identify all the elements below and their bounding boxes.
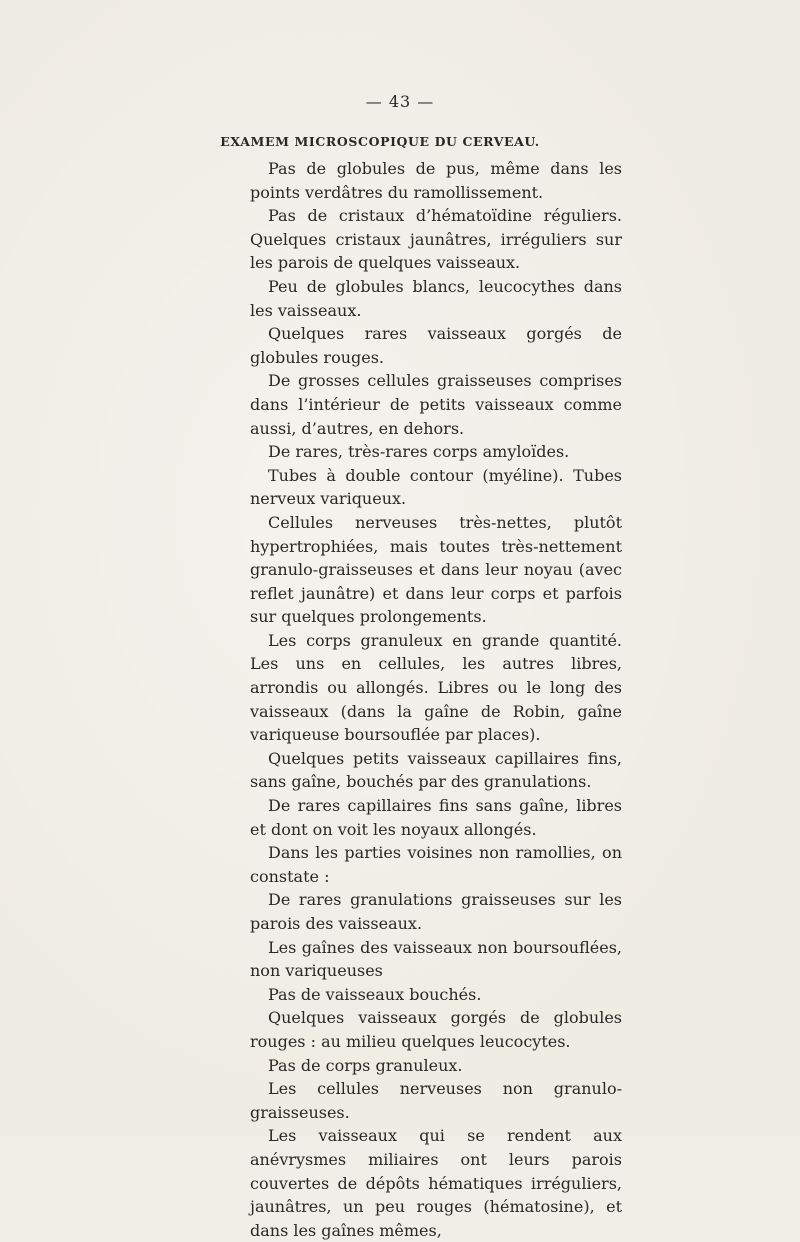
paragraph: Peu de globules blancs, leucocythes dans les vaisseaux. [250,276,622,320]
paragraph: Pas de cristaux d’hématoïdine réguliers. Quelques cristaux jaunâtres, irréguliers sur les parois de quelques vaisseaux. [250,206,622,273]
paragraph: Quelques petits vaisseaux capillaires fins, sans gaîne, bouchés par des granulations. [250,748,622,792]
paragraph: Les corps granuleux en grande quantité. Les uns en cellules, les autres libres, arrondis ou allongés. Libres ou le long des vaisseaux (dans la gaîne de Robin, gaîne variqueuse boursouflée par places). [250,630,622,745]
paragraph: De rares, très-rares corps amyloïdes. [268,442,570,462]
paragraph: De grosses cellules graisseuses comprises dans l’intérieur de petits vaisseaux comme aussi, d’autres, en dehors. [250,371,622,438]
paragraph: Tubes à double contour (myéline). Tubes nerveux variqueux. [250,465,622,509]
paragraph: Les gaînes des vaisseaux non boursouflées, non variqueuses [250,937,622,981]
paragraph: Quelques vaisseaux gorgés de globules rouges : au milieu quelques leucocytes. [250,1008,622,1051]
paragraph: Pas de corps granuleux. [268,1055,463,1075]
paragraph: Pas de vaisseaux bouchés. [268,984,482,1004]
paragraph: Les cellules nerveuses non granulo-graisseuses. [250,1079,622,1122]
paragraph: Cellules nerveuses très-nettes, plutôt hypertrophiées, mais toutes très-nettement granulo-graisseuses et dans leur noyau (avec reflet jaunâtre) et dans leur corps et parfois sur quelques prolongements. [250,512,622,627]
paragraph: Les vaisseaux qui se rendent aux anévrysmes miliaires ont leurs parois couvertes de dépôts hématiques irréguliers, jaunâtres, un peu rouges (hématosine), et dans les gaînes mêmes, [250,1126,622,1240]
paragraph: Quelques rares vaisseaux gorgés de globules rouges. [250,324,622,367]
paragraph: De rares capillaires fins sans gaîne, libres et dont on voit les noyaux allongés. [250,796,622,839]
body-text [250,157,622,1242]
paragraph: De rares granulations graisseuses sur les parois des vaisseaux. [250,890,622,933]
paragraph: Pas de globules de pus, même dans les points verdâtres du ramollissement. [250,159,622,202]
page-number: — 43 — [365,92,435,111]
paragraph: Dans les parties voisines non ramollies, on constate : [250,843,622,886]
running-head: EXAMEM MICROSCOPIQUE DU CERVEAU. [220,134,540,149]
